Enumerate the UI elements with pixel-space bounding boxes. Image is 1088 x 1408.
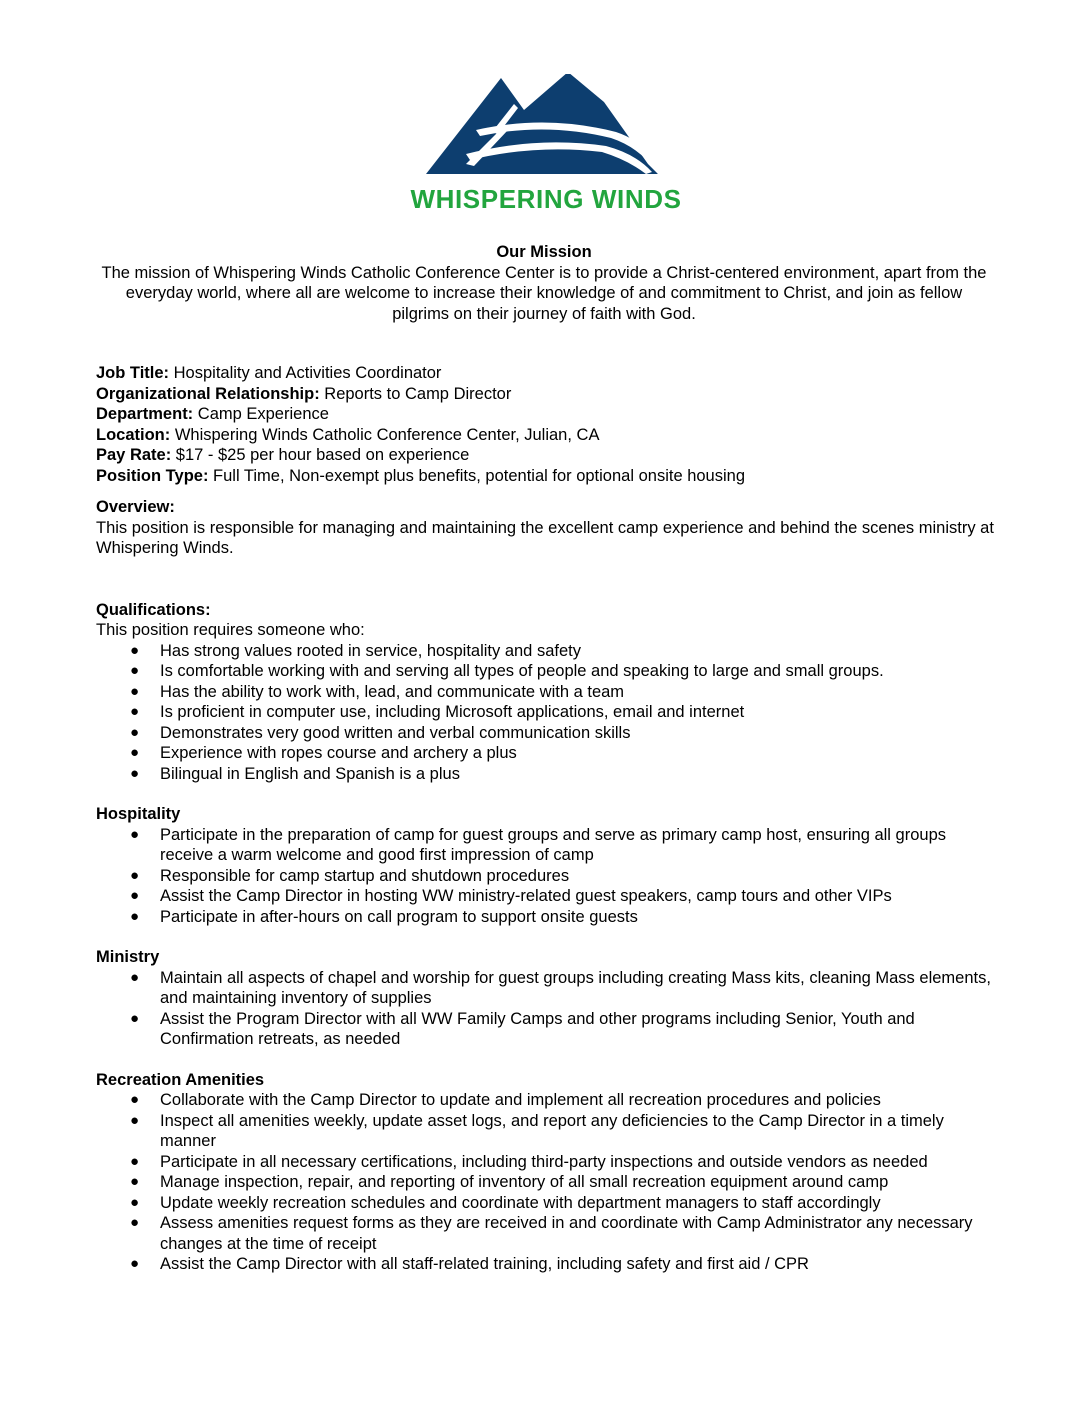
list-item: ● Is comfortable working with and serving all types of people and speaking to large and small groups. bbox=[130, 662, 884, 680]
bullet-icon: ● bbox=[130, 887, 140, 904]
field-label: Department: bbox=[96, 405, 194, 423]
list-item: ● Manage inspection, repair, and reporting of inventory of all small recreation equipment around camp bbox=[130, 1173, 889, 1191]
bullet-icon: ● bbox=[130, 1111, 140, 1129]
bullet-icon: ● bbox=[130, 1214, 140, 1231]
field-value: Hospitality and Activities Coordinator bbox=[169, 364, 442, 382]
list-item: ● Update weekly recreation schedules and coordinate with department managers to staff accordingly bbox=[130, 1193, 881, 1212]
mission-text: The mission of Whispering Winds Catholic Conference Center is to provide a Christ-centered environment, apart from the everyday world, where all are welcome to increase their knowledge of and commitment to Christ, and join as fellow pilgrims on their journey of faith with God. bbox=[101, 263, 987, 323]
bullet-icon: ● bbox=[130, 764, 140, 782]
field-label: Organizational Relationship: bbox=[96, 384, 320, 403]
bullet-icon: ● bbox=[130, 866, 140, 884]
bullet-icon: ● bbox=[130, 641, 140, 659]
list-item: ● Has strong values rooted in service, hospitality and safety bbox=[130, 641, 581, 660]
bullet-icon: ● bbox=[130, 1255, 140, 1272]
list-item: ● Maintain all aspects of chapel and worship for guest groups including creating Mass kits, cleaning Mass elements, and maintaining inventory of supplies bbox=[130, 968, 991, 1007]
hospitality-list bbox=[96, 825, 996, 928]
list-item: ● Responsible for camp startup and shutdown procedures bbox=[130, 866, 570, 885]
qualifications-heading: Qualifications: bbox=[96, 600, 211, 619]
field-label: Pay Rate: bbox=[96, 446, 172, 464]
bullet-icon: ● bbox=[130, 744, 140, 761]
field-job-title bbox=[96, 363, 996, 384]
list-item: ● Is proficient in computer use, including Microsoft applications, email and internet bbox=[130, 703, 745, 721]
field-label: Location: bbox=[96, 425, 171, 444]
list-item: ● Participate in the preparation of camp for guest groups and serve as primary camp host, ensuring all groups receive a warm welcome and good first impression of camp bbox=[130, 825, 946, 864]
field-department bbox=[96, 404, 996, 425]
bullet-icon: ● bbox=[130, 1152, 140, 1170]
list-item: ● Experience with ropes course and archery a plus bbox=[130, 744, 517, 762]
field-value: Reports to Camp Director bbox=[319, 384, 512, 403]
bullet-icon: ● bbox=[130, 1009, 140, 1027]
list-item: ● Has the ability to work with, lead, and communicate with a team bbox=[130, 682, 625, 701]
ministry-heading: Ministry bbox=[96, 948, 160, 966]
field-position-type bbox=[96, 466, 996, 487]
bullet-icon: ● bbox=[130, 662, 140, 679]
bullet-icon: ● bbox=[130, 703, 140, 720]
field-location bbox=[96, 425, 996, 446]
recreation-list bbox=[96, 1090, 996, 1275]
field-value: Camp Experience bbox=[193, 405, 329, 423]
field-value: Whispering Winds Catholic Conference Center, Julian, CA bbox=[170, 425, 600, 444]
field-pay-rate bbox=[96, 445, 996, 466]
hospitality-heading: Hospitality bbox=[96, 805, 181, 823]
bullet-icon: ● bbox=[130, 968, 140, 986]
qualifications-list bbox=[96, 641, 996, 785]
field-label: Position Type: bbox=[96, 466, 209, 485]
list-item: ● Inspect all amenities weekly, update asset logs, and report any deficiencies to the Camp Director in a timely manner bbox=[130, 1111, 944, 1150]
bullet-icon: ● bbox=[130, 1091, 140, 1108]
ministry-list bbox=[96, 968, 996, 1050]
recreation-heading: Recreation Amenities bbox=[96, 1070, 265, 1089]
field-label: Job Title: bbox=[96, 364, 170, 382]
list-item: ● Assist the Program Director with all WW Family Camps and other programs including Senior, Youth and Confirmation retreats, as needed bbox=[130, 1009, 915, 1048]
bullet-icon: ● bbox=[130, 907, 140, 925]
list-item: ● Participate in after-hours on call program to support onsite guests bbox=[130, 907, 638, 926]
qualifications-intro: This position requires someone who: bbox=[96, 621, 365, 639]
list-item: ● Collaborate with the Camp Director to update and implement all recreation procedures and policies bbox=[130, 1091, 881, 1109]
field-organizational-relationship bbox=[96, 384, 996, 405]
bullet-icon: ● bbox=[130, 1193, 140, 1211]
bullet-icon: ● bbox=[130, 1173, 140, 1190]
list-item: ● Assist the Camp Director with all staff-related training, including safety and first aid / CPR bbox=[130, 1255, 809, 1273]
list-item: ● Participate in all necessary certifications, including third-party inspections and outside vendors as needed bbox=[130, 1152, 928, 1171]
bullet-icon: ● bbox=[130, 682, 140, 700]
overview-text: This position is responsible for managing and maintaining the excellent camp experience and behind the scenes ministry at Whispering Winds. bbox=[96, 518, 994, 557]
bullet-icon: ● bbox=[130, 825, 140, 843]
field-value: Full Time, Non-exempt plus benefits, potential for optional onsite housing bbox=[208, 466, 746, 485]
list-item: ● Bilingual in English and Spanish is a plus bbox=[130, 764, 460, 783]
whispering-winds-logo bbox=[396, 74, 696, 214]
list-item: ● Demonstrates very good written and verbal communication skills bbox=[130, 723, 631, 742]
bullet-icon: ● bbox=[130, 723, 140, 741]
job-details bbox=[96, 363, 996, 1275]
mountain-cross-logo-icon bbox=[396, 74, 696, 184]
list-item: ● Assess amenities request forms as they are received in and coordinate with Camp Administrator any necessary changes at the time of receipt bbox=[130, 1214, 973, 1253]
logo-wordmark: WHISPERING WINDS bbox=[410, 184, 682, 214]
mission-section bbox=[96, 242, 992, 324]
list-item: ● Assist the Camp Director in hosting WW ministry-related guest speakers, camp tours and other VIPs bbox=[130, 887, 892, 905]
overview-heading: Overview: bbox=[96, 498, 175, 516]
field-value: $17 - $25 per hour based on experience bbox=[171, 446, 470, 464]
mission-heading: Our Mission bbox=[496, 243, 592, 261]
